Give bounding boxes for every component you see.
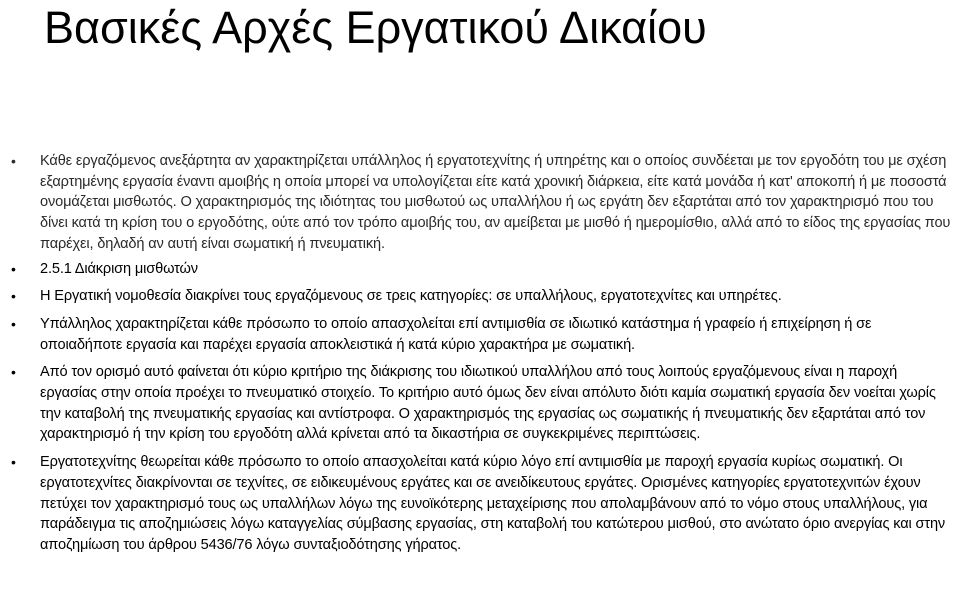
bullet-text: Υπάλληλος χαρακτηρίζεται κάθε πρόσωπο το οποίο απασχολείται επί αντιμισθία σε ιδιωτικό κατάστημα ή γραφείο ή επιχείρηση ή σε οποιαδήποτε εργασία και παρέχει εργασία αποκλειστικά ή κατά κύριο χαρακτήρα με σωματική. <box>40 315 872 353</box>
bullet-dot-icon: • <box>11 288 16 305</box>
bullet-item-clerk-definition <box>0 314 960 355</box>
bullet-dot-icon: • <box>11 260 16 277</box>
slide-body <box>0 151 960 556</box>
bullet-item-worker-definition <box>0 452 960 556</box>
slide-title: Βασικές Αρχές Εργατικού Δικαίου <box>44 2 707 53</box>
bullet-text: Από τον ορισμό αυτό φαίνεται ότι κύριο κριτήριο της διάκρισης του ιδιωτικού υπαλλήλου από τους λοιπούς εργαζόμενους είναι η παροχή εργασίας στην οποία προέχει το πνευματικό στοιχείο. Το κριτήριο αυτό όμως δεν είναι απόλυτο διότι καμία σωματική εργασία δεν νοείται χωρίς την καταβολή της πνευματικής εργασίας και αντίστροφα. Ο χαρακτηρισμός της εργασίας ως σωματικής ή πνευματικής δεν εξαρτάται από τον χαρακτηρισμό ή την κρίση του εργοδότη αλλά κρίνεται από τα δικαστήρια σε συγκεκριμένες περιπτώσεις. <box>40 364 936 443</box>
bullet-dot-icon: • <box>11 315 16 332</box>
bullet-dot-icon: • <box>11 454 16 471</box>
bullet-item-categories <box>0 286 960 307</box>
bullet-item-section-heading <box>0 259 960 280</box>
bullet-text: 2.5.1 Διάκριση μισθωτών <box>40 260 198 277</box>
bullet-text: Εργατοτεχνίτης θεωρείται κάθε πρόσωπο το οποίο απασχολείται κατά κύριο λόγο επί αντιμισθία με παροχή εργασία κυρίως σωματική. Οι εργατοτεχνίτες διακρίνονται σε τεχνίτες, σε ειδικευμένους εργάτες και σε ανειδίκευτους εργάτες. Ορισμένες κατηγορίες εργατοτεχνιτών έχουν πετύχει τον χαρακτηρισμό τους ως υπαλλήλων λόγω της ευνοϊκότερης μεταχείρισης που απολαμβάνουν από το νόμο στους υπαλλήλους, για παράδειγμα τις αποζημιώσεις λόγω καταγγελίας σύμβασης εργασίας, στη καταβολή του κατώτερου μισθού, στο ανώτατο όριο ανεργίας και στην αποζημίωση του άρθρου 5436/76 λόγω συνταξιοδότησης γήρατος. <box>40 454 946 553</box>
bullet-text: Η Εργατική νομοθεσία διακρίνει τους εργαζόμενους σε τρεις κατηγορίες: σε υπαλλήλους, εργατοτεχνίτες και υπηρέτες. <box>40 288 782 305</box>
bullet-dot-icon: • <box>11 153 16 169</box>
bullet-item-criterion <box>0 362 960 445</box>
bullet-text: Κάθε εργαζόμενος ανεξάρτητα αν χαρακτηρίζεται υπάλληλος ή εργατοτεχνίτης ή υπηρέτης και ο οποίος συνδέεται με τον εργοδότη του με σχέση εξαρτημένης εργασία έναντι αμοιβής η οποία μπορεί να υπολογίζεται είτε κατά χρονική διάρκεια, είτε κατά μονάδα ή κατ' αποκοπή ή με ποσοστά ονομάζεται μισθωτός. Ο χαρακτηρισμός της ιδιότητας του μισθωτού ως υπαλλήλου ή ως εργάτη δεν εξαρτάται από τον χαρακτηρισμό που του δίνει κατά τη κρίση του ο εργοδότης, ούτε από τον τρόπο αμοιβής του, αν αμείβεται με μισθό ή ημερομίσθιο, αλλά από το είδος της εργασίας που παρέχει, δηλαδή αν αυτή είναι σωματική ή πνευματική. <box>40 153 951 252</box>
bullet-dot-icon: • <box>11 364 16 381</box>
bullet-item-employee-definition <box>0 151 960 255</box>
